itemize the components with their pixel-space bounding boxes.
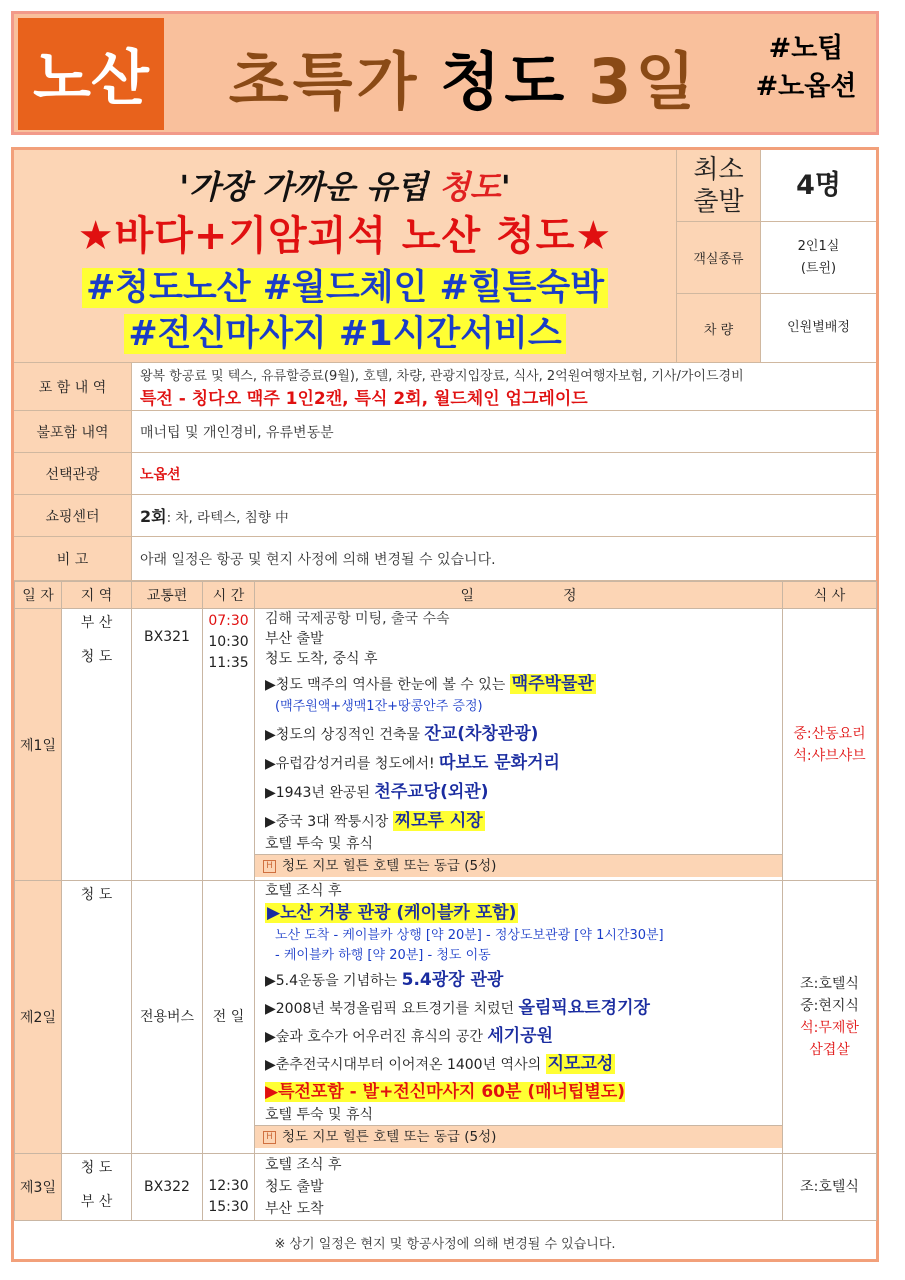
schedule-line: 호텔 투숙 및 휴식 (265, 1107, 374, 1123)
promo-hashtags-1: #청도노산 #월드체인 #힐튼숙박 (14, 260, 676, 310)
schedule-cell (255, 609, 783, 881)
transport-cell: BX321 (132, 609, 203, 881)
schedule-line: ▶청도의 상징적인 건축물 잔교(차창관광) (265, 724, 539, 744)
meals-cell: 조:호텔식 중:현지식 석:무제한 삼겹살 (783, 881, 877, 1154)
meals-cell: 조:호텔식 (783, 1154, 877, 1221)
room-type-value: 2인1실 (트윈) (797, 238, 840, 276)
hotel-icon: H (263, 1131, 276, 1144)
table-header-row (15, 582, 877, 609)
schedule-line: 호텔 조식 후 (265, 1157, 342, 1173)
hotel-line: H 청도 지모 힐튼 호텔 또는 동급 (5성) (255, 854, 782, 877)
table-row (15, 881, 877, 1154)
col-header-meals: 식 사 (783, 582, 877, 609)
title-part-2: 청도 (440, 44, 569, 118)
col-header-transport: 교통편 (132, 582, 203, 609)
schedule-line: 호텔 조식 후 (265, 883, 342, 899)
time-cell: 전 일 (203, 881, 255, 1154)
footnote: ※ 상기 일정은 현지 및 항공사정에 의해 변경될 수 있습니다. (274, 1236, 616, 1252)
schedule-line: ▶특전포함 - 발+전신마사지 60분 (매너팁별도) (265, 1082, 625, 1102)
tag-no-option: #노옵션 (755, 71, 857, 102)
schedule-line: 부산 출발 (265, 631, 324, 647)
included-row (14, 363, 876, 411)
vehicle-value: 인원별배정 (787, 320, 850, 335)
schedule-line: ▶5.4운동을 기념하는 5.4광장 관광 (265, 970, 504, 990)
itinerary-table (14, 581, 877, 1221)
schedule-line: ▶숲과 호수가 어우러진 휴식의 공간 세기공원 (265, 1026, 554, 1046)
col-header-day: 일 자 (15, 582, 62, 609)
schedule-line: ▶청도 맥주의 역사를 한눈에 볼 수 있는 맥주박물관 (265, 674, 594, 694)
promo-slogan: '가장 가까운 유럽 청도' (179, 168, 511, 206)
region-badge: 노산 (18, 18, 164, 130)
tag-no-tip: #노팁 (768, 33, 844, 64)
shopping-items: : 차, 라텍스, 침향 中 (166, 509, 289, 526)
region-cell: 청 도 (62, 881, 132, 1154)
col-header-time: 시 간 (203, 582, 255, 609)
schedule-line: 청도 출발 (265, 1179, 324, 1195)
table-row (15, 1154, 877, 1221)
hotel-icon: H (263, 860, 276, 873)
schedule-cell (255, 1154, 783, 1221)
promo-panel (14, 150, 677, 363)
schedule-line: 청도 도착, 중식 후 (265, 651, 378, 667)
page-title (184, 28, 744, 124)
summary-block (14, 150, 876, 363)
region-cell: 청 도 부 산 (62, 1154, 132, 1221)
time-cell: 12:30 15:30 (203, 1154, 255, 1221)
optional-tour-value: 노옵션 (140, 466, 181, 483)
min-departure-label: 최소 출발 (677, 150, 761, 221)
schedule-line: 김해 국제공항 미팅, 출국 수속 (265, 611, 450, 627)
promo-headline: ★바다+기암괴석 노산 청도★ (77, 213, 613, 259)
optional-tour-label: 선택관광 (14, 453, 132, 494)
included-bonus: 특전 - 칭다오 맥주 1인2캔, 특식 2회, 월드체인 업그레이드 (140, 388, 588, 409)
schedule-line: 호텔 투숙 및 휴식 (265, 836, 374, 852)
schedule-line: ▶유럽감성거리를 청도에서! 따보도 문화거리 (265, 753, 560, 773)
col-header-region: 지 역 (62, 582, 132, 609)
schedule-line: ▶춘추전국시대부터 이어져온 1400년 역사의 지모고성 (265, 1054, 614, 1074)
schedule-line: ▶2008년 북경올림픽 요트경기를 치렀던 올림픽요트경기장 (265, 998, 650, 1018)
vehicle-label: 차 량 (677, 294, 761, 362)
vehicle-row (677, 294, 876, 363)
room-type-label: 객실종류 (677, 222, 761, 293)
header-banner (11, 11, 879, 135)
excluded-row (14, 411, 876, 453)
itinerary-document (11, 147, 879, 1262)
excluded-text: 매너팁 및 개인경비, 유류변동분 (140, 424, 334, 441)
shopping-label: 쇼핑센터 (14, 495, 132, 536)
title-part-1: 초특가 (228, 44, 421, 118)
shopping-count: 2회 (140, 507, 167, 526)
table-row (15, 609, 877, 881)
included-text: 왕복 항공료 및 텍스, 유류할증료(9월), 호텔, 차량, 관광지입장료, 식사, 2억원여행자보험, 기사/가이드경비 (140, 368, 744, 384)
included-label: 포 함 내 역 (14, 363, 132, 410)
schedule-note: 노산 도착 - 케이블카 상행 [약 20분] - 정상도보관광 [약 1시간30분] (275, 928, 664, 943)
hotel-line: H 청도 지모 힐튼 호텔 또는 동급 (5성) (255, 1125, 782, 1148)
meals-cell: 중:산동요리 석:샤브샤브 (783, 609, 877, 881)
schedule-cell (255, 881, 783, 1154)
min-departure-value: 4명 (796, 169, 841, 201)
hashtag-box (746, 30, 866, 106)
schedule-line: ▶중국 3대 짝퉁시장 찌모루 시장 (265, 811, 483, 831)
optional-tour-row (14, 453, 876, 495)
title-part-3: 3일 (588, 44, 700, 118)
col-header-schedule: 일 정 (255, 582, 783, 609)
day-label: 제1일 (15, 609, 62, 881)
schedule-line: ▶노산 거봉 관광 (케이블카 포함) (267, 903, 517, 923)
schedule-note: (맥주원액+생맥1잔+땅콩안주 증정) (275, 699, 483, 714)
promo-hashtags-2: #전신마사지 #1시간서비스 (14, 306, 676, 356)
region-cell: 부 산 청 도 (62, 609, 132, 881)
room-type-row (677, 222, 876, 294)
schedule-note: - 케이블카 하행 [약 20분] - 청도 이동 (275, 948, 491, 963)
transport-cell: 전용버스 (132, 881, 203, 1154)
schedule-line: 부산 도착 (265, 1201, 324, 1217)
remarks-label: 비 고 (14, 537, 132, 580)
transport-cell: BX322 (132, 1154, 203, 1221)
shopping-row (14, 495, 876, 537)
time-cell: 07:30 10:30 11:35 (203, 609, 255, 881)
remarks-text: 아래 일정은 항공 및 현지 사정에 의해 변경될 수 있습니다. (140, 551, 496, 568)
schedule-line: ▶1943년 완공된 천주교당(외관) (265, 782, 489, 802)
day-label: 제2일 (15, 881, 62, 1154)
min-departure-row (677, 150, 876, 222)
excluded-label: 불포함 내역 (14, 411, 132, 452)
day-label: 제3일 (15, 1154, 62, 1221)
remarks-row (14, 537, 876, 581)
